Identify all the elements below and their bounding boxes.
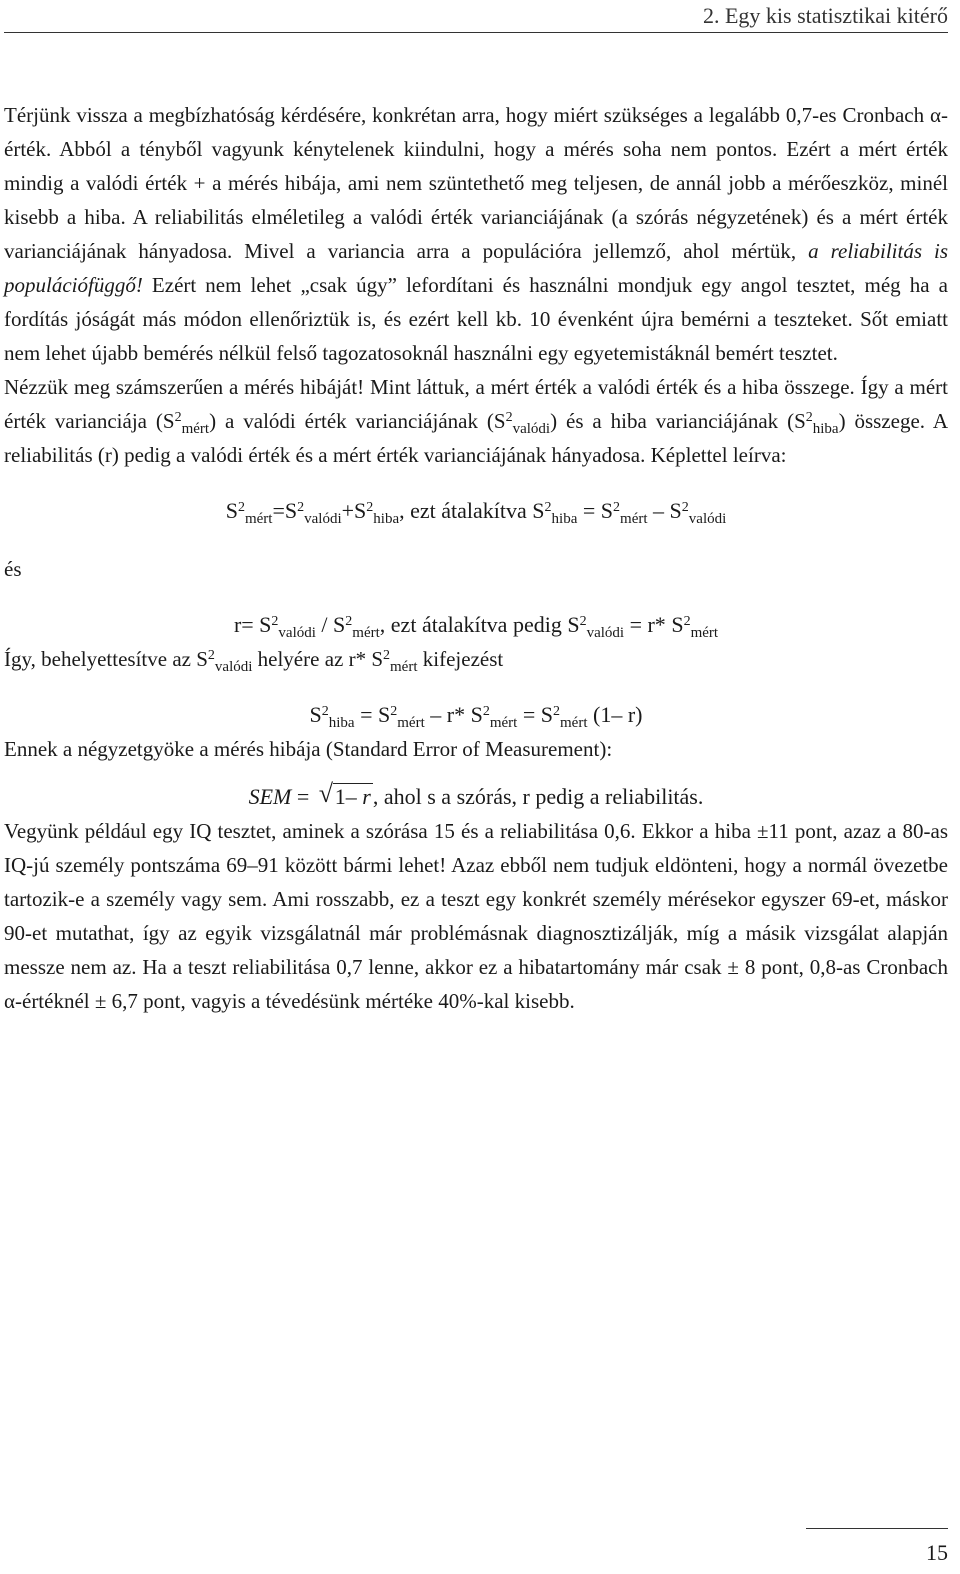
formula-variance-sum: $S^2_{mért}=S^2_{valódi}+S^2_{hiba}$, ezt átalakítva $S^2_{hiba} = S^2_{mért} - S^2_{valódi}$ xyxy=(225,498,727,527)
emphasis-text: a reliabilitás is populációfüggő! xyxy=(4,239,949,297)
paragraph-error xyxy=(4,370,948,472)
page-body xyxy=(4,98,948,1018)
chapter-title: 2. Egy kis statisztikai kitérő xyxy=(702,3,948,28)
subscript: valódi xyxy=(512,421,551,437)
subscript: mért xyxy=(181,421,210,437)
subscript: hiba xyxy=(812,421,839,437)
footer-divider xyxy=(806,1528,948,1529)
paragraph-text: ) összege. A reliabilitás (r) pedig a valódi érték és a mért érték varianciájának hányadosa. Képlettel leírva: xyxy=(4,409,948,467)
square-root-icon: √ 1– r xyxy=(318,779,371,809)
paragraph-sem-intro: Ennek a négyzetgyöke a mérés hibája (Standard Error of Measurement): xyxy=(4,737,613,761)
superscript: 2 xyxy=(174,410,182,425)
paragraph-text: ) a valódi érték varianciájának (S xyxy=(209,409,506,433)
page-number: 15 xyxy=(926,1540,948,1565)
paragraph-iq-example: Vegyünk például egy IQ tesztet, aminek a szórása 15 és a reliabilitása 0,6. Ekkor a hiba ±11 pont, azaz a 80-as IQ-jú személy pontszáma 69–91 között bármi lehet! Azaz ebből nem tudjuk eldönteni, hogy a normál övezetbe tartozik-e a személy vagy sem. Ami rosszabb, ez a teszt egy konkrét személy mérésekor egyszer 69-et, máskor 90-et mutathat, így az egyik vizsgálatnál már problémásnak diagnosztizálják, míg a másik vizsgálat alapján messze nem az. Ha a teszt reliabilitása 0,7 lenne, akkor ez a hibatartomány már csak ± 8 pont, 0,8-as Cronbach α-értéknél ± 6,7 pont, vagyis a tévedésünk mértéke 40%-kal kisebb. xyxy=(4,819,948,1013)
formula-reliability: $r= S^2_{valódi} / S^2_{mért}$, ezt átalakítva pedig $S^2_{valódi} = r*$ $S^2_{mért}$ xyxy=(233,612,719,641)
paragraph-text: Térjünk vissza a megbízhatóság kérdésére, konkrétan arra, hogy miért szükséges a legalább 0,7-es Cronbach α-érték. Abból a tényből vagyunk kénytelenek kiindulni, hogy a mérés soha nem pontos. Ezért a mért érték mindig a valódi érték + a mérés hibája, ami nem szüntethető meg teljesen, de annál jobb a mérőeszköz, minél kisebb a hiba. A reliabilitás elméletileg a valódi érték varianciájának (a szórás négyzetének) és a mért érték varianciájának hányadosa. Mivel a variancia arra a populációra jellemző, ahol mértük, xyxy=(4,103,948,263)
connector-text: és xyxy=(4,557,22,581)
superscript: 2 xyxy=(805,410,813,425)
page-header xyxy=(4,0,948,33)
paragraph-reliability xyxy=(4,98,948,370)
superscript: 2 xyxy=(505,410,513,425)
paragraph-substitution: Így, behelyettesítve az $S^2_{valódi}$ helyére az r* $S^2_{mért}$ kifejezést xyxy=(4,647,504,675)
formula-error-variance: $S^2_{hiba} = S^2_{mért} - r*$ $S^2_{mért} = S^2_{mért}$ (1– r) xyxy=(309,702,643,731)
paragraph-text: ) és a hiba varianciájának (S xyxy=(550,409,806,433)
paragraph-text: Ezért nem lehet „csak úgy” lefordítani és használni mondjuk egy angol tesztet, még ha a fordítás jóságát más módon ellenőriztük is, és ezért kell kb. 10 évenként újra bemérni a teszteket. Sőt emiatt nem lehet újabb bemérés nélkül felső tagozatosoknál használni egy egyetemistáknál bemért tesztet. xyxy=(4,273,948,365)
paragraph-text: Nézzük meg számszerűen a mérés hibáját! Mint láttuk, a mért érték a valódi érték és a hiba összege. Így a mért érték varianciája (S xyxy=(4,375,948,433)
formula-sem: SEM = √ 1– r, ahol s a szórás, r pedig a reliabilitás. xyxy=(4,780,948,814)
